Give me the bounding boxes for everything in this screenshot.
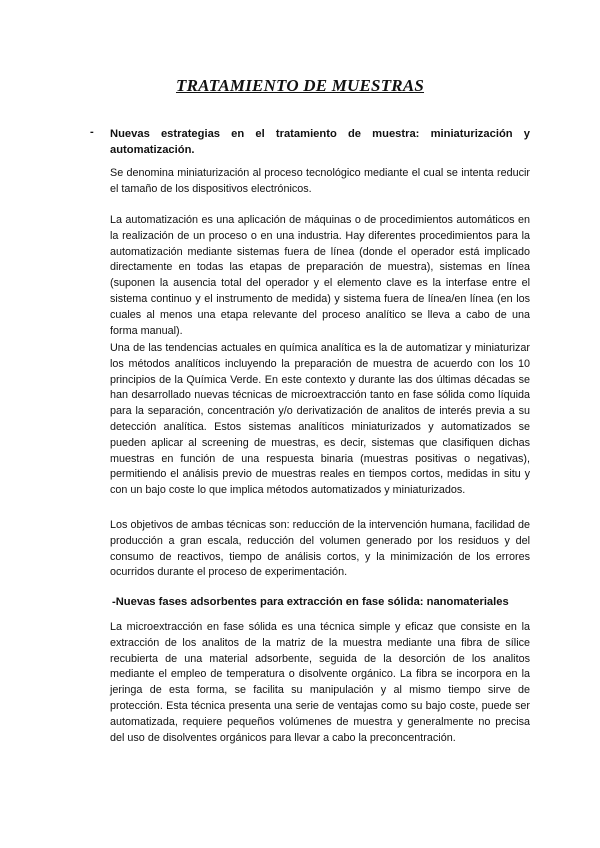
document-title: TRATAMIENTO DE MUESTRAS: [175, 76, 425, 95]
paragraph-trends: Una de las tendencias actuales en química analítica es la de automatizar y miniaturizar los métodos analíticos incluyendo la preparación de muestra de acuerdo con los 10 principios de la Química Verde. En este contexto y durante las dos últimas décadas se han desarrollado nuevas técnicas de microextracción tanto en fase sólida como líquida para la separación, concentración y/o derivatización de analitos de interés previa a su detección analítica. Estos sistemas analíticos miniaturizados y automatizados se pueden aplicar al screening de muestras, es decir, sistemas que clasifiquen dichas muestras en función de una respuesta binaria (muestras positivas o negativas), permitiendo el análisis previo de muestras reales en tiempos cortos, medidas in situ y con un bajo coste lo que implica métodos automatizados y miniaturizados.: [110, 342, 530, 497]
paragraph-miniaturization: Se denomina miniaturización al proceso tecnológico mediante el cual se intenta reducir el tamaño de los dispositivos electrónicos.: [110, 167, 530, 195]
paragraph-automation: La automatización es una aplicación de máquinas o de procedimientos automáticos en la realización de un proceso o en una industria. Hay diferentes procedimientos para la automatización mediante sistemas fuera de línea (donde el operador está implicado directamente en todas las etapas de preparación de muestra), sistemas en línea (suponen la ausencia total del operador y el elemento clave es la interfase entre el sistema continuo y el instrumento de medida) y sistema fuera de línea/en línea (en los cuales al menos una etapa relevante del proceso analítico se lleva a cabo de una forma manual).: [110, 214, 530, 337]
paragraph-microextraction: La microextracción en fase sólida es una técnica simple y eficaz que consiste en la extracción de los analitos de la matriz de la muestra mediante una fibra de sílice recubierta de una material adsorbente, seguida de la desorción de los analitos mediante el empleo de temperatura o disolvente orgánico. La fibra se incorpora en la jeringa de esta forma, se facilita su manipulación y al mismo tiempo sirve de protección. Esta técnica presenta una serie de ventajas como su bajo coste, puede ser automatizada, requiere pequeños volúmenes de muestra y generalmente no precisa del uso de disolventes orgánicos para llevar a cabo la preconcentración.: [110, 621, 530, 744]
section2-heading: -Nuevas fases adsorbentes para extracción en fase sólida: nanomateriales: [112, 596, 509, 608]
paragraph-objectives: Los objetivos de ambas técnicas son: reducción de la intervención humana, facilidad de producción a gran escala, reducción del volumen generado por los residuos y del consumo de reactivos, tiempo de análisis cortos, y la minimización de los errores ocurridos durante el proceso de experimentación.: [110, 519, 530, 579]
section1-heading: Nuevas estrategias en el tratamiento de muestra: miniaturización y automatización.: [110, 128, 530, 156]
bullet-dash: -: [90, 126, 94, 138]
